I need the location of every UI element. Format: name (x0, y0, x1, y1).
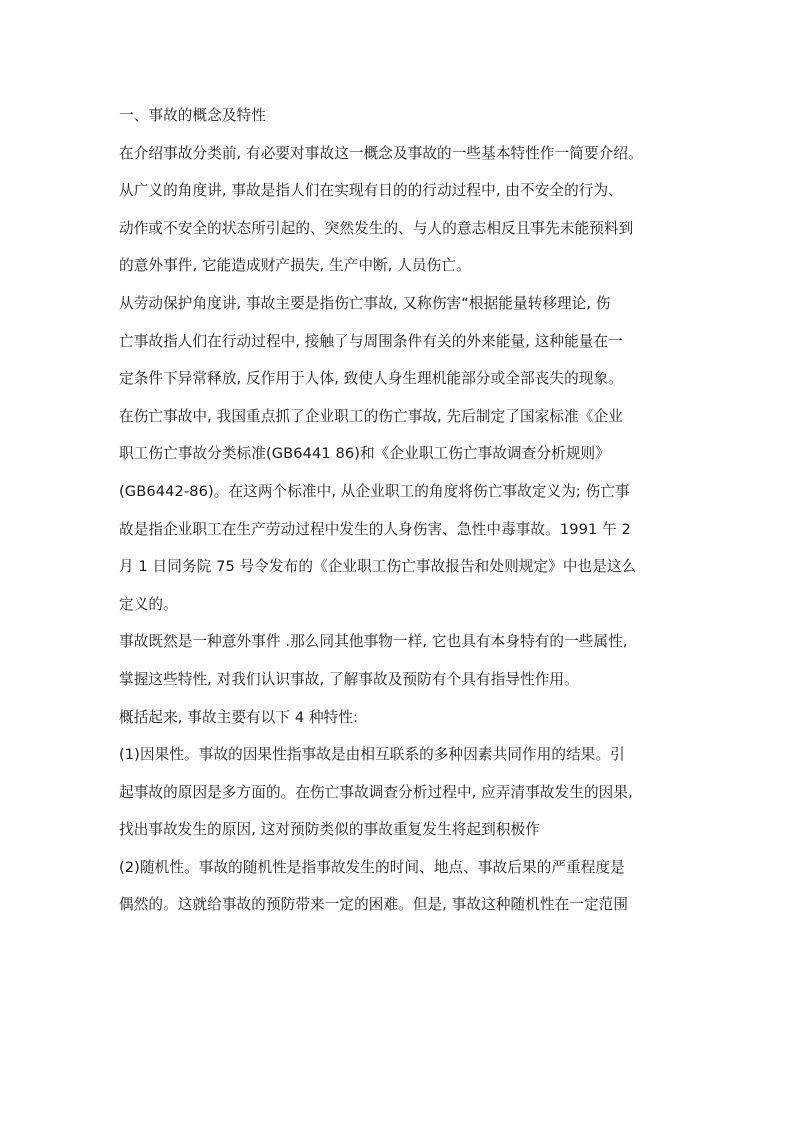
text-line: 从劳动保护角度讲, 事故主要是指伤亡事故, 又称伤害“根据能量转移理论, 伤 (119, 294, 611, 312)
text-line: 概括起来, 事故主要有以下 4 种特性: (119, 708, 359, 726)
text-line: 的意外事件, 它能造成财产损失, 生产中断, 人员伤亡。 (119, 257, 471, 275)
text-line: 在介绍事故分类前, 有必要对事故这一概念及事故的一些基本特性作一简要介绍。 (119, 144, 643, 162)
text-line: 动作或不安全的状态所引起的、突然发生的、与人的意志相反且事先未能预料到 (119, 219, 634, 237)
text-line: 掌握这些特性, 对我们认识事故, 了解事故及预防有个具有指导性作用。 (119, 670, 579, 688)
text-line: 偶然的。这就给事故的预防带来一定的困难。但是, 事故这种随机性在一定范围 (119, 896, 629, 914)
text-line: 定条件下异常释放, 反作用于人体, 致使人身生理机能部分或全部丧失的现象。 (119, 370, 623, 388)
text-line: 职工伤亡事故分类标准(GB6441 86)和《企业职工伤亡事故调查分析规则》 (119, 445, 610, 463)
text-line: 月 1 日同务院 75 号令发布的《企业职工伤亡事故报告和处则规定》中也是这么 (119, 558, 637, 576)
text-line: 起事故的原因是多方面的。在伤亡事故调查分析过程中, 应弄清事故发生的因果, (119, 783, 633, 801)
text-line: 故是指企业职工在生产劳动过程中发生的人身伤害、急性中毒事故。1991 午 2 (119, 520, 631, 538)
text-line: 找出事故发生的原因, 这对预防类似的事故重复发生将起到积极作 (119, 821, 540, 839)
text-line: 定义的。 (119, 595, 178, 613)
text-line: 从广义的角度讲, 事故是指人们在实现有日的的行动过程中, 由不安全的行为、 (119, 182, 623, 200)
text-line: 亡事故指人们在行动过程中, 接触了与周围条件有关的外来能量, 这种能量在一 (119, 332, 623, 350)
text-line: (GB6442-86)。在这两个标准中, 从企业职工的角度将伤亡事故定义为; 伤亡事 (119, 482, 630, 500)
text-line: (2)随机性。事故的随机性是指事故发生的时间、地点、事故后果的严重程度是 (119, 858, 625, 876)
text-line: (1)因果性。事故的因果性指事故是由相互联系的多种因素共同作用的结果。引 (119, 746, 625, 764)
document-body (119, 102, 691, 929)
section-heading: 一、事故的概念及特性 (119, 107, 266, 124)
text-line: 事故既然是一种意外事件 .那么同其他事物一样, 它也具有本身特有的一些属性, (119, 633, 628, 651)
text-line: 在伤亡事故中, 我国重点抓了企业职工的伤亡事故, 先后制定了国家标准《企业 (119, 407, 623, 425)
